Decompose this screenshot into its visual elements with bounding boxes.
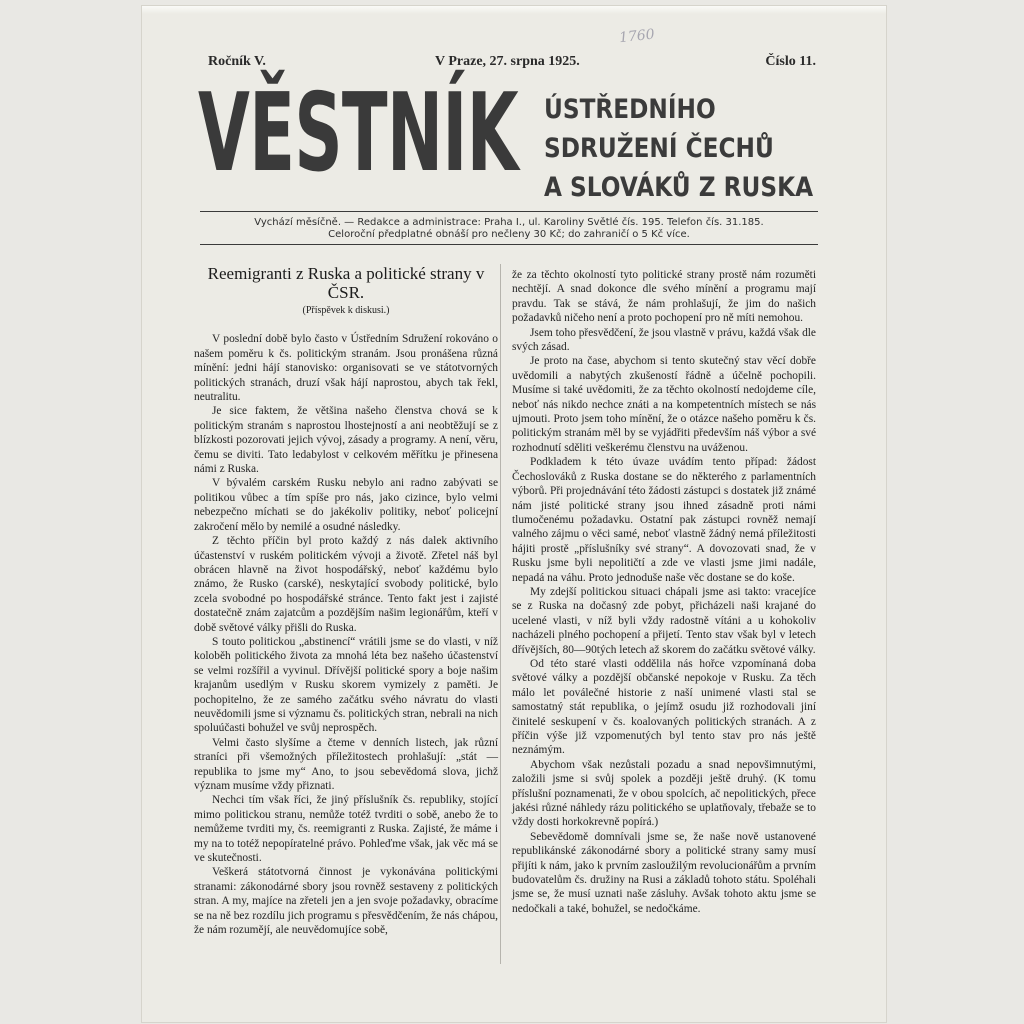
info-line-1: Vychází měsíčně. — Redakce a administrace: Praha I., ul. Karoliny Světlé čís. 195. Telefon čís. 31.185.	[254, 217, 764, 228]
issue-number: Číslo 11.	[765, 54, 816, 69]
place-date: V Praze, 27. srpna 1925.	[435, 54, 580, 69]
article-paragraph: My zdejší politickou situaci chápali jsme asi takto: vracejíce se z Ruska na dočasný zde pobyt, přicházeli naši krajané do ucelené vlasti, v níž byli vždy radostně vítáni a u kohokoliv nacházeli plného pochopení a přijetí. Tento stav však byl v letech dřívějších, 80—90tých letech až skorem do začátku světové války.	[512, 585, 816, 656]
masthead-title: VĚSTNÍK	[198, 71, 518, 196]
publication-info	[200, 217, 818, 241]
article-column-right	[512, 268, 816, 916]
article-paragraph: Nechci tím však říci, že jiný příslušník čs. republiky, stojící mimo politickou stranu, nemůže totéž tvrditi o sobě, anebo že to nemůžeme tvrditi my, čs. reemigranti z Ruska. Zajisté, že máme i my na to totéž nepopíratelné právo. Pohleďme však, jak věc má se ve skutečnosti.	[194, 794, 498, 865]
bottom-rule	[200, 244, 818, 245]
article-paragraph: Sebevědomě domnívali jsme se, že naše nově ustanovené republikánské zákonodárné sbory a politické strany samy musí přijíti k nám, jako k prvním zasloužilým revolucionářům a prvním budovatelům čs. družiny na Rusi a základů tohoto státu. Spoléhali jsme se, že musí uznati naše zásluhy. Avšak tohoto aktu jsme se nedočkali a také, bohužel, se nedočkáme.	[512, 830, 816, 915]
subtitle-line-2: SDRUŽENÍ ČECHŮ	[544, 133, 774, 164]
article-paragraph: V bývalém carském Rusku nebylo ani radno zabývati se politikou vůbec a tím spíše pro nás, jako cizince, bylo velmi nebezpečno míchati se do jakékoliv politiky, neboť policejní zakročení mělo by nemilé a osudné následky.	[194, 477, 498, 533]
info-line-2: Celoroční předplatné obnáší pro nečleny 30 Kč; do zahraničí o 5 Kč více.	[328, 229, 690, 240]
subtitle-line-1: ÚSTŘEDNÍHO	[544, 94, 716, 125]
article-paragraph: že za těchto okolností tyto politické strany prostě nám rozuměti nechtějí. A snad dokonce dle svého mínění a programu mají pravdu. Tak se stává, že nám prohlašují, že jim do našich požadavků ničeho není a proto pochopení pro ně míti nemohou.	[512, 269, 816, 325]
article-paragraph: Od této staré vlasti oddělila nás hořce vzpomínaná doba světové války a pozdější občanské nepokoje v Rusku. Za těch málo let poválečné historie z naší unimené vlasti stal se samostatný stát republika, o jejímž osudu již rozhodovali jiní činitelé seskupení v čs. koalovaných politických stranách. A z příčin výše již vzpomenutých byl tento stav pro nás ještě neznámým.	[512, 657, 816, 757]
handwritten-note: 1760	[618, 26, 656, 47]
column-divider	[500, 264, 501, 964]
article-paragraph: Z těchto příčin byl proto každý z nás dalek aktivního účastenství v ruském politickém vývoji a životě. Zřetel náš byl obrácen hlavně na život hospodářský, neboť každému bylo známo, že Rusko (carské), neskytající svobody politické, bylo zcela svobodné po hospodářské stránce. Tento fakt jest i zajisté dostatečně znám zajatcům a pozdějším našim legionářům, kteří v době světové války přišli do Ruska.	[194, 535, 498, 634]
top-rule	[200, 211, 818, 212]
paper-edge	[142, 6, 886, 14]
article-column-left	[194, 264, 498, 937]
article-paragraph: Velmi často slyšíme a čteme v denních listech, jak různí straníci při všemožných příležitostech prohlašují: „stát — republika to jsme my“ Ano, to jsou sebevědomá slova, jichž význam musíme vždy přiznati.	[194, 736, 498, 792]
article-paragraph: S touto politickou „abstinencí“ vrátili jsme se do vlasti, v níž koloběh politického života za mnohá léta bez našeho účastenství se velmi rozšířil a vyvinul. Dřívější politické spory a boje našim krajanům usedlým v Rusku skorem vymizely z paměti. Je pochopitelno, že ze samého začátku svého návratu do vlasti neuvědomili jsme si významu čs. politických stran, nebrali na nich spoluúčasti bohužel ve svůj neprospěch.	[194, 635, 498, 735]
article-paragraph: Veškerá státotvorná činnost je vykonávána politickými stranami: zákonodárné sbory jsou rovněž sestaveny z politických stran. A my, majíce na zřeteli jen a jen svoje požadavky, obracíme se na ně bez rozdílu jich programu s přesvědčením, že nás chápou, že nám rozumějí, ale neuvědomujíce sobě,	[194, 866, 498, 937]
article-subtitle: (Příspěvek k diskusi.)	[302, 305, 390, 316]
subtitle-line-3: A SLOVÁKŮ Z RUSKA	[544, 172, 814, 203]
volume-label: Ročník V.	[208, 54, 266, 69]
article-paragraph: Jsem toho přesvědčení, že jsou vlastně v právu, každá však dle svých zásad.	[512, 326, 816, 354]
article-paragraph: Abychom však nezůstali pozadu a snad nepovšimnutými, založili jsme si svůj spolek a později ještě druhý. (K tomu příslušní poznamenati, že v obou spolcích, ač nepolitických, přece jakési různé náhledy rázu politického se uplatňovaly, třebaže se to vždy dosti horkokrevně popírá.)	[512, 758, 816, 829]
article-title: Reemigranti z Ruska a politické strany v ČSR.	[207, 264, 485, 302]
masthead-subtitle	[544, 90, 844, 207]
newspaper-page	[142, 6, 886, 1022]
article-paragraph: V poslední době bylo často v Ústředním Sdružení rokováno o našem poměru k čs. politickým stranám. Jsou pronášena různá mínění: jedni hájí stanovisko: organisovati se ve státotvorných politických stranách, druzí však hájí naprostou, abych tak řekl, neutralitu.	[194, 333, 498, 404]
article-paragraph: Je sice faktem, že většina našeho členstva chová se k politickým stranám s naprostou lhostejností a ani neobtěžují se z blízkosti pozorovati jejich vývoj, zásady a programy. A není, věru, čemu se diviti. Tato ledabylost v celkovém měřítku je přinesena námi z Ruska.	[194, 405, 498, 476]
article-paragraph: Podkladem k této úvaze uvádím tento případ: žádost Čechoslováků z Ruska dostane se do některého z parlamentních výborů. Při projednávání této žádosti zástupci s dostatek již známé nám jisté politické strany jsou ihned zásadně proti námi tlumočenému požadavku. Ostatní pak zástupci rovněž nemají valného zájmu o věci samé, neboť vlastně žádný nemá příležitosti hájiti prostě „příslušníky své strany“. A dovozovati snad, že v Rusku jsme byli nepolitičtí a zde ve vlasti jsme jimi nadále, nepadá na váhu. Proto jednoduše naše věc dostane se do koše.	[512, 456, 816, 584]
article-paragraph: Je proto na čase, abychom si tento skutečný stav věcí dobře uvědomili a nabytých zkušeností řádně a účelně pochopili. Musíme si také uvědomiti, že za těchto okolností nedojdeme cíle, neboť nás nikdo nechce znáti a na kompetentních místech se nás ujmouti. Proto jsem toho mínění, že o otázce našeho poměru k čs. politickým stranám měl by se vyjádřiti především náš výbor a své rozhodnutí sděliti veškerému členstvu na uváženou.	[512, 355, 816, 454]
